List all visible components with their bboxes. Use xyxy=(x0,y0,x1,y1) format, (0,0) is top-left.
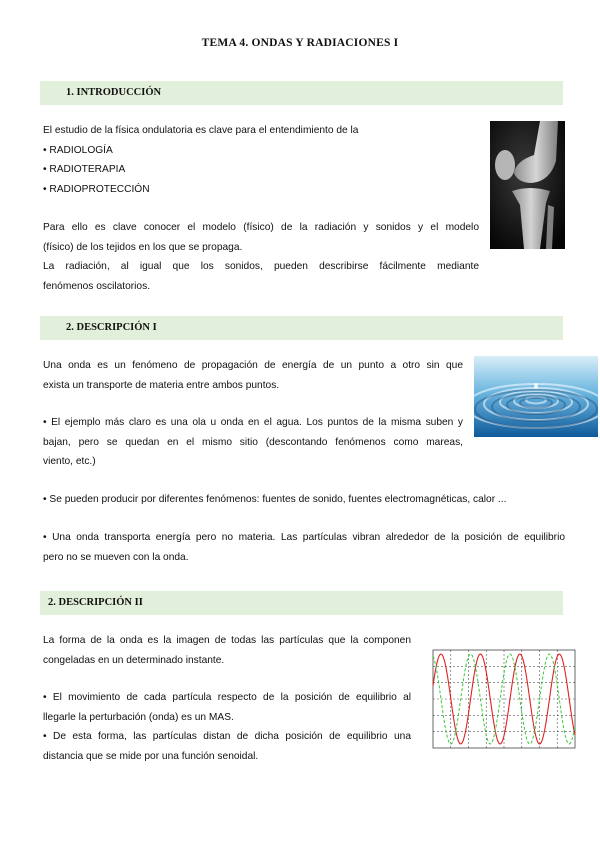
desc2-paragraph-2 xyxy=(43,688,411,766)
desc1-p1-line-2: exista un transporte de materia entre ambos puntos. xyxy=(43,379,280,391)
desc1-p2-line-3: viento, etc.) xyxy=(43,456,96,467)
intro-p3-line-2: fenómenos oscilatorios. xyxy=(43,280,151,292)
knee-xray-image xyxy=(490,121,565,249)
desc2-p2-line-1: • El movimiento de cada partícula respecto de la posición de equilibrio al xyxy=(43,692,411,703)
intro-p3-line-1: La radiación, al igual que los sonidos, pueden describirse fácilmente mediante xyxy=(43,261,479,272)
intro-paragraph-2 xyxy=(43,218,479,296)
intro-lead: El estudio de la física ondulatoria es clave para el entendimiento de la xyxy=(43,125,359,136)
desc1-paragraph-1 xyxy=(43,356,463,395)
intro-p2-line-1: Para ello es clave conocer el modelo (físico) de la radiación y sonidos y el modelo xyxy=(43,222,479,233)
desc1-p2-line-1: • El ejemplo más claro es una ola u onda en el agua. Los puntos de la misma suben y xyxy=(43,417,463,428)
sine-wave-chart-image xyxy=(428,640,578,756)
desc2-p1-line-1: La forma de la onda es la imagen de todas las partículas que la componen xyxy=(43,635,411,646)
desc1-p4-line-2: pero no se mueven con la onda. xyxy=(43,551,189,563)
desc2-p3-line-2: distancia que se mide por una función senoidal. xyxy=(43,750,259,762)
section-heading-label: 2. DESCRIPCIÓN II xyxy=(48,597,143,608)
intro-text xyxy=(43,121,473,199)
desc2-paragraph-1 xyxy=(43,631,411,670)
section-heading-descripcion-2 xyxy=(40,591,563,615)
desc1-p3-line-1: • Se pueden producir por diferentes fenómenos: fuentes de sonido, fuentes electromagnéticas, calor ... xyxy=(43,494,507,505)
page-title: TEMA 4. ONDAS Y RADIACIONES I xyxy=(201,37,399,49)
desc1-paragraph-3 xyxy=(43,490,565,510)
section-heading-descripcion-1 xyxy=(40,316,563,340)
water-ripple-image xyxy=(474,356,598,437)
section-heading-label: 2. DESCRIPCIÓN I xyxy=(66,322,157,333)
intro-p2-line-2: (físico) de los tejidos en los que se propaga. xyxy=(43,241,243,253)
desc2-p3-line-1: • De esta forma, las partículas distan de dicha posición de equilibrio una xyxy=(43,731,411,742)
intro-bullet-radioterapia: • RADIOTERAPIA xyxy=(43,164,126,175)
intro-bullet-radiologia: • RADIOLOGÍA xyxy=(43,144,113,156)
desc1-p4-line-1: • Una onda transporta energía pero no materia. Las partículas vibran alrededor de la posición de equilibrio xyxy=(43,532,565,543)
intro-bullet-radioproteccion: • RADIOPROTECCIÓN xyxy=(43,183,150,195)
desc1-paragraph-2 xyxy=(43,413,463,472)
section-heading-label: 1. INTRODUCCIÓN xyxy=(66,87,162,98)
desc1-p1-line-1: Una onda es un fenómeno de propagación de energía de un punto a otro sin que xyxy=(43,360,463,371)
desc1-paragraph-4 xyxy=(43,528,565,567)
desc1-p2-line-2: bajan, pero se quedan en el mismo sitio (descontando fenómenos como mareas, xyxy=(43,436,463,448)
section-heading-introduccion xyxy=(40,81,563,105)
desc2-p1-line-2: congeladas en un determinado instante. xyxy=(43,654,225,666)
desc2-p2-line-2: llegarle la perturbación (onda) es un MAS. xyxy=(43,711,234,723)
